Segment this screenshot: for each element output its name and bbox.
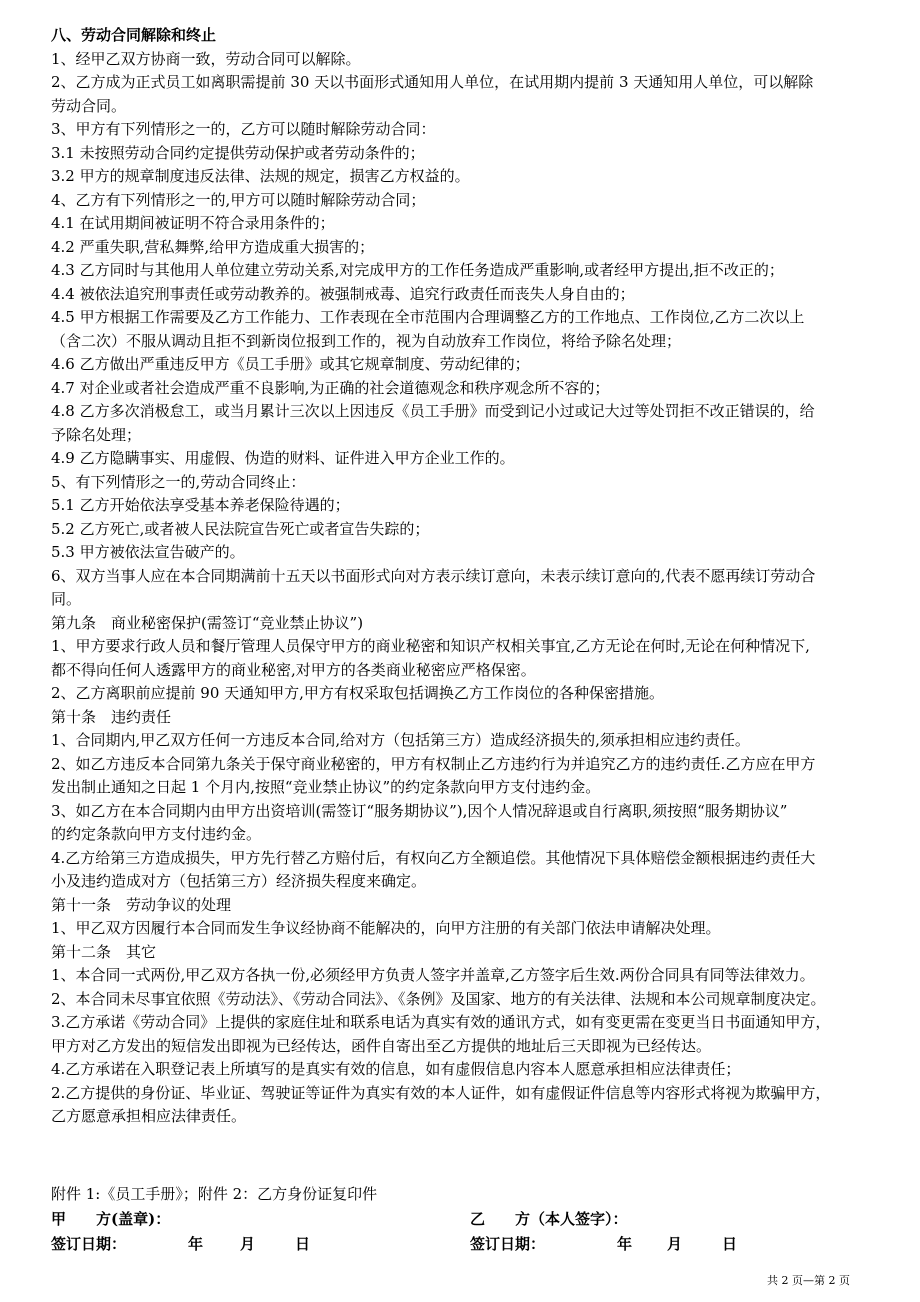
text-line: 4.3 乙方同时与其他用人单位建立劳动关系,对完成甲方的工作任务造成严重影响,或者经甲方提出,拒不改正的； [51, 261, 784, 279]
text-line: 第十一条 劳动争议的处理 [51, 895, 232, 914]
text-line: 1、经甲乙双方协商一致，劳动合同可以解除。 [51, 49, 361, 68]
text-line: 5.2 乙方死亡,或者被人民法院宣告死亡或者宣告失踪的； [51, 519, 430, 538]
text-line: 4.6 乙方做出严重违反甲方《员工手册》或其它规章制度、劳动纪律的； [51, 355, 530, 373]
text-line: 5.1 乙方开始依法享受基本养老保险待遇的； [51, 496, 350, 514]
text-line: 2、乙方成为正式员工如离职需提前 30 天以书面形式通知用人单位，在试用期内提前 3 天通知用人单位，可以解除 [51, 73, 814, 91]
text-line: 第九条 商业秘密保护(需签订“竞业禁止协议”) [51, 613, 364, 632]
text-line: 小及违约造成对方（包括第三方）经济损失程度来确定。 [51, 872, 427, 890]
page-footer: 共 2 页—第 2 页 [767, 1274, 850, 1287]
text-line: 第十条 违约责任 [51, 707, 172, 726]
text-line: 予除名处理； [51, 425, 142, 444]
text-line: 2、本合同未尽事宜依照《劳动法》、《劳动合同法》、《条例》及国家、地方的有关法律、法规和本公司规章制度决定。 [51, 989, 826, 1008]
text-line: 2、乙方离职前应提前 90 天通知甲方,甲方有权采取包括调换乙方工作岗位的各种保密措施。 [51, 684, 664, 702]
text-line: 乙方愿意承担相应法律责任。 [51, 1107, 247, 1125]
text-line: 4.4 被依法追究刑事责任或劳动教养的。被强制戒毒、追究行政责任而丧失人身自由的； [51, 284, 635, 303]
sign-month-a: 月 [240, 1235, 256, 1253]
text-line: 4.乙方给第三方造成损失，甲方先行替乙方赔付后，有权向乙方全额追偿。其他情况下具体赔偿金额根据违约责任大 [51, 848, 816, 867]
sign-date-label-a: 签订日期： [51, 1235, 127, 1253]
text-line: 3、甲方有下列情形之一的，乙方可以随时解除劳动合同： [51, 120, 436, 138]
text-line: 3.乙方承诺《劳动合同》上提供的家庭住址和联系电话为真实有效的通讯方式，如有变更需在变更当日书面通知甲方， [51, 1013, 831, 1031]
text-line: 3、如乙方在本合同期内由甲方出资培训(需签订“服务期协议”),因个人情况辞退或自行离职,须按照“服务期协议” [51, 801, 788, 820]
text-line: 4.乙方承诺在入职登记表上所填写的是真实有效的信息，如有虚假信息内容本人愿意承担相应法律责任； [51, 1060, 741, 1078]
text-line: 的约定条款向甲方支付违约金。 [51, 825, 262, 843]
text-line: 4.2 严重失职,营私舞弊,给甲方造成重大损害的； [51, 237, 375, 256]
section-heading: 八、劳动合同解除和终止 [51, 26, 217, 44]
text-line: 都不得向任何人透露甲方的商业秘密,对甲方的各类商业秘密应严格保密。 [51, 660, 536, 679]
text-line: 5、有下列情形之一的,劳动合同终止： [51, 472, 306, 491]
sign-year-b: 年 [617, 1235, 633, 1253]
text-line: 劳动合同。 [51, 96, 127, 115]
text-line: （含二次）不服从调动且拒不到新岗位报到工作的，视为自动放弃工作岗位，将给予除名处理； [51, 331, 682, 350]
text-line: 1、甲乙双方因履行本合同而发生争议经协商不能解决的，向甲方注册的有关部门依法申请解决处理。 [51, 919, 721, 937]
text-line: 4.1 在试用期间被证明不符合录用条件的； [51, 214, 335, 232]
text-line: 3.2 甲方的规章制度违反法律、法规的规定，损害乙方权益的。 [51, 167, 470, 185]
text-line: 5.3 甲方被依法宣告破产的。 [51, 543, 245, 561]
text-line: 4.5 甲方根据工作需要及乙方工作能力、工作表现在全市范围内合理调整乙方的工作地点、工作岗位,乙方二次以上 [51, 308, 805, 326]
text-line: 2.乙方提供的身份证、毕业证、驾驶证等证件为真实有效的本人证件，如有虚假证件信息等内容形式将视为欺骗甲方， [51, 1083, 831, 1102]
text-line: 4.7 对企业或者社会造成严重不良影响,为正确的社会道德观念和秩序观念所不容的； [51, 378, 610, 397]
text-line: 3.1 未按照劳动合同约定提供劳动保护或者劳动条件的； [51, 143, 425, 162]
text-line: 发出制止通知之日起 1 个月内,按照“竞业禁止协议”的约定条款向甲方支付违约金。 [51, 778, 601, 796]
text-line: 甲方对乙方发出的短信发出即视为已经传达，函件自寄出至乙方提供的地址后三天即视为已经传达。 [51, 1036, 712, 1055]
text-line: 1、甲方要求行政人员和餐厅管理人员保守甲方的商业秘密和知识产权相关事宜,乙方无论在何时,无论在何种情况下, [51, 637, 810, 655]
party-b-label: 乙 方（本人签字）： [470, 1210, 628, 1228]
sign-year-a: 年 [188, 1235, 204, 1253]
party-a-label: 甲 方(盖章)： [51, 1210, 171, 1228]
text-line: 第十二条 其它 [51, 942, 157, 961]
text-line: 同。 [51, 590, 82, 608]
text-line: 1、本合同一式两份,甲乙双方各执一份,必须经甲方负责人签字并盖章,乙方签字后生效.两份合同具有同等法律效力。 [51, 966, 815, 984]
sign-day-b: 日 [722, 1235, 738, 1253]
sign-date-label-b: 签订日期： [470, 1235, 546, 1253]
text-line: 4、乙方有下列情形之一的,甲方可以随时解除劳动合同； [51, 190, 426, 209]
text-line: 4.9 乙方隐瞒事实、用虚假、伪造的财料、证件进入甲方企业工作的。 [51, 449, 515, 467]
sign-day-a: 日 [295, 1235, 311, 1253]
text-line: 附件 1:《员工手册》；附件 2：乙方身份证复印件 [51, 1185, 378, 1203]
text-line: 1、合同期内,甲乙双方任何一方违反本合同,给对方（包括第三方）造成经济损失的,须承担相应违约责任。 [51, 731, 750, 749]
sign-month-b: 月 [667, 1235, 683, 1253]
text-line: 4.8 乙方多次消极怠工，或当月累计三次以上因违反《员工手册》而受到记小过或记大过等处罚拒不改正错误的，给 [51, 402, 815, 420]
text-line: 6、双方当事人应在本合同期满前十五天以书面形式向对方表示续订意向，未表示续订意向的,代表不愿再续订劳动合 [51, 566, 816, 585]
text-line: 2、如乙方违反本合同第九条关于保守商业秘密的，甲方有权制止乙方违约行为并追究乙方的违约责任.乙方应在甲方 [51, 754, 816, 773]
